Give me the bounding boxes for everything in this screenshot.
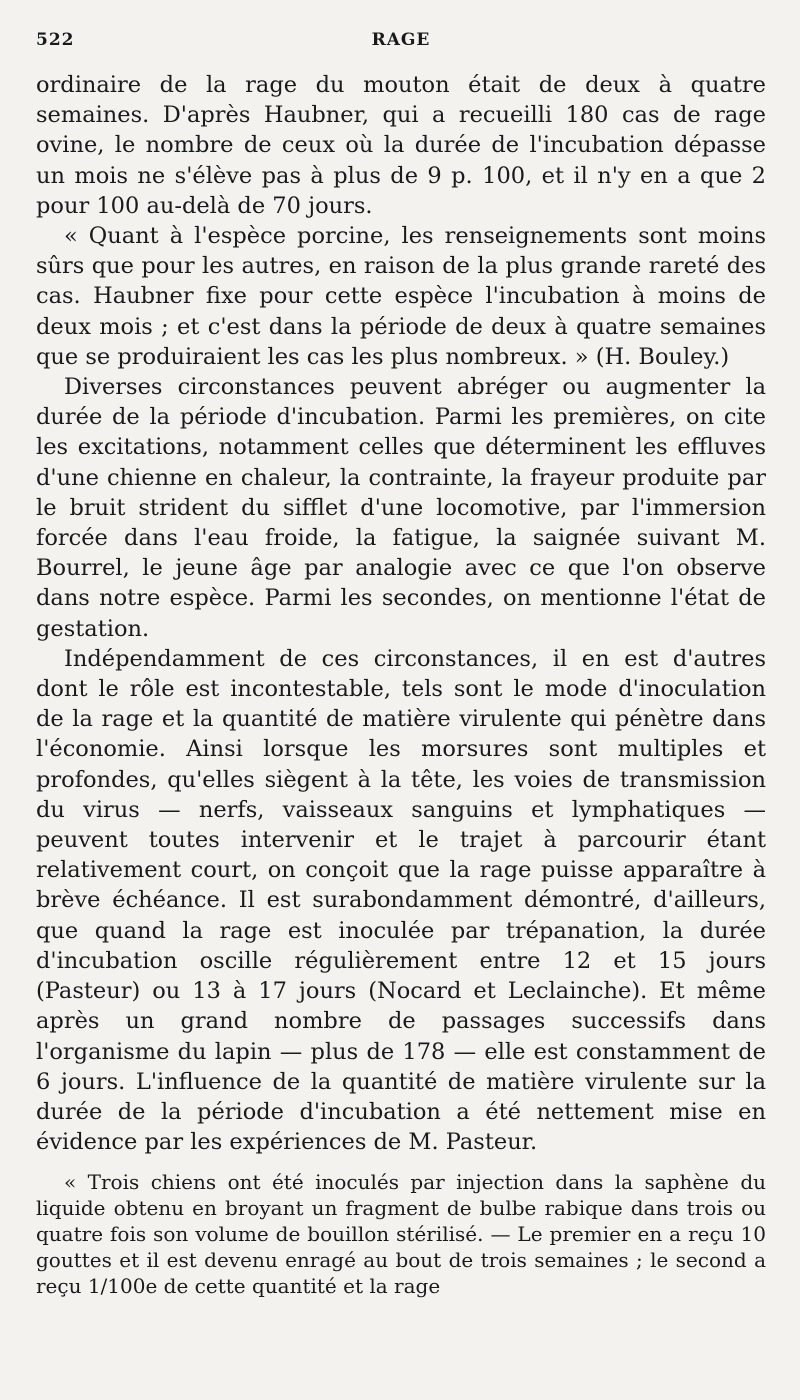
paragraph: Diverses circonstances peuvent abréger ou augmenter la durée de la période d'incubation. Parmi les premières, on cite les excitations, notamment celles que déterminent les effluves d'une chienne en chaleur, la contrainte, la frayeur produite par le bruit strident du sifflet d'une locomotive, par l'immersion forcée dans l'eau froide, la fatigue, la saignée suivant M. Bourrel, le jeune âge par analogie avec ce que l'on observe dans notre espèce. Parmi les secondes, on mentionne l'état de gestation. — [36, 374, 766, 642]
quote-paragraph: « Trois chiens ont été inoculés par injection dans la saphène du liquide obtenu en broyant un fragment de bulbe rabique dans trois ou quatre fois son volume de bouillon stérilisé. — Le premier en a reçu 10 gouttes et il est devenu enragé au bout de trois semaines ; le second a reçu 1/100e de cette quantité et la rage — [36, 1170, 766, 1299]
page-number: 522 — [36, 30, 75, 50]
block-quote — [36, 1169, 766, 1299]
paragraph: ordinaire de la rage du mouton était de deux à quatre semaines. D'après Haubner, qui a recueilli 180 cas de rage ovine, le nombre de ceux où la durée de l'incubation dépasse un mois ne s'élève pas à plus de 9 p. 100, et il n'y en a que 2 pour 100 au-delà de 70 jours. — [36, 72, 766, 219]
running-head: RAGE — [371, 30, 431, 50]
body-text — [36, 70, 766, 1157]
page-header — [36, 30, 766, 60]
paragraph: « Quant à l'espèce porcine, les renseignements sont moins sûrs que pour les autres, en raison de la plus grande rareté des cas. Haubner fixe pour cette espèce l'incubation à moins de deux mois ; et c'est dans la période de deux à quatre semaines que se produiraient les cas les plus nombreux. » (H. Bouley.) — [36, 223, 766, 370]
paragraph: Indépendamment de ces circonstances, il en est d'autres dont le rôle est incontestable, tels sont le mode d'inoculation de la rage et la quantité de matière virulente qui pénètre dans l'économie. Ainsi lorsque les morsures sont multiples et profondes, qu'elles siègent à la tête, les voies de transmission du virus — nerfs, vaisseaux sanguins et lymphatiques — peuvent toutes intervenir et le trajet à parcourir étant relativement court, on conçoit que la rage puisse apparaître à brève échéance. Il est surabondamment démontré, d'ailleurs, que quand la rage est inoculée par trépanation, la durée d'incubation oscille régulièrement entre 12 et 15 jours (Pasteur) ou 13 à 17 jours (Nocard et Leclainche). Et même après un grand nombre de passages successifs dans l'organisme du lapin — plus de 178 — elle est constamment de 6 jours. L'influence de la quantité de matière virulente sur la durée de la période d'incubation a été nettement mise en évidence par les expériences de M. Pasteur. — [36, 645, 766, 1156]
